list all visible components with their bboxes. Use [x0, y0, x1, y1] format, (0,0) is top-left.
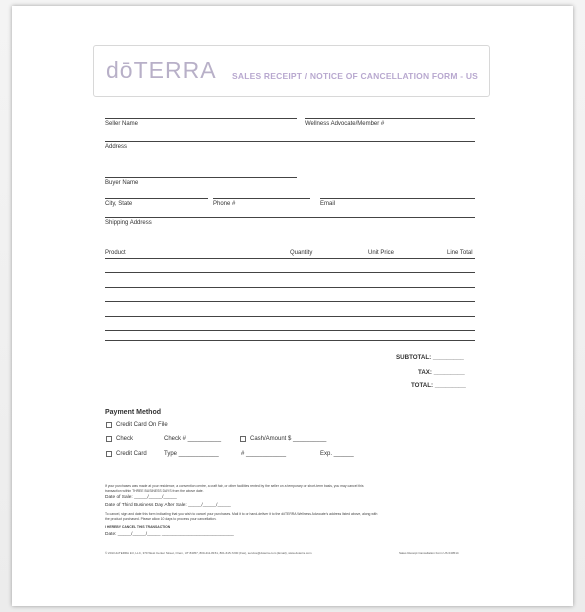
credit-card-checkbox[interactable]: [106, 451, 112, 457]
col-quantity: Quantity: [290, 250, 313, 256]
card-number-field[interactable]: # ____________: [241, 451, 287, 457]
cancel-instructions-1: To cancel, sign and date this form indicating that you wish to cancel your purchases. Mail it to or hand-deliver it to the dōTERRA Wellness Advocate's address listed above, along with: [105, 512, 378, 516]
table-row[interactable]: [105, 258, 475, 259]
form-title: SALES RECEIPT / NOTICE OF CANCELLATION FORM - US: [232, 71, 479, 81]
credit-card-label: Credit Card: [116, 451, 147, 457]
seller-name-label: Seller Name: [105, 121, 139, 127]
credit-card-on-file-label: Credit Card On File: [116, 422, 168, 428]
card-type-field[interactable]: Type ____________: [164, 451, 219, 457]
seller-name-line[interactable]: [105, 118, 297, 119]
shipping-address-label: Shipping Address: [105, 220, 152, 226]
city-state-label: City, State: [105, 201, 133, 207]
cash-amount-field[interactable]: Cash/Amount $ __________: [250, 436, 327, 442]
col-product: Product: [105, 250, 126, 256]
credit-card-on-file-checkbox[interactable]: [106, 422, 112, 428]
subtotal-field[interactable]: SUBTOTAL: _________: [396, 354, 464, 361]
email-label: Email: [320, 201, 336, 207]
table-row[interactable]: [105, 330, 475, 331]
check-label: Check: [116, 436, 134, 442]
table-row[interactable]: [105, 272, 475, 273]
check-checkbox[interactable]: [106, 436, 112, 442]
third-business-day-field[interactable]: Date of Third Business Day After Sale: _____/_____/_____: [105, 503, 231, 508]
email-line[interactable]: [320, 198, 475, 199]
shipping-address-line[interactable]: [105, 217, 475, 218]
address-label: Address: [105, 144, 128, 150]
form-header: [93, 45, 490, 97]
payment-method-title: Payment Method: [105, 409, 162, 416]
notice-text-1: If your purchases was made at your residence, a convention centre, a craft fair, or other facilities rented by the seller on a temporary or short-term basis, you may cancel this: [105, 484, 364, 488]
tax-field[interactable]: TAX: _________: [418, 369, 465, 376]
city-state-line[interactable]: [105, 198, 208, 199]
hereby-cancel-text: I HEREBY CANCEL THIS TRANSACTION: [105, 525, 171, 529]
table-row[interactable]: [105, 287, 475, 288]
col-line-total: Line Total: [447, 250, 473, 256]
cancel-date-signature-field[interactable]: Date: _____/_____/_____ ___________________________: [105, 532, 234, 537]
date-of-sale-field[interactable]: Date of Sale: _____/_____/_____: [105, 495, 177, 500]
table-row[interactable]: [105, 316, 475, 317]
phone-line[interactable]: [213, 198, 310, 199]
table-row[interactable]: [105, 340, 475, 341]
check-number-field[interactable]: Check # __________: [164, 436, 222, 442]
buyer-name-line[interactable]: [105, 177, 297, 178]
footer-company-info: © 2013 dōTERRA Intl, LLC, 370 West Center Street, Orem, UT 84057, 800-411-8151, 801-615-7200 (Fax), service@doterra.com (Email), www.doterra.com: [105, 551, 312, 555]
notice-text-2: transaction within THREE BUSINESS DAYS from the above date.: [105, 489, 204, 493]
phone-label: Phone #: [213, 201, 236, 207]
wellness-advocate-label: Wellness Advocate/Member #: [305, 121, 385, 127]
cash-checkbox[interactable]: [240, 436, 246, 442]
address-line[interactable]: [105, 141, 475, 142]
buyer-name-label: Buyer Name: [105, 180, 139, 186]
wellness-advocate-line[interactable]: [305, 118, 475, 119]
total-field[interactable]: TOTAL: _________: [411, 382, 466, 389]
doterra-logo: dōTERRA: [106, 57, 217, 83]
footer-form-id: Sales Receipt Cancellation Form US 040514: [399, 551, 459, 555]
table-row[interactable]: [105, 301, 475, 302]
cancel-instructions-2: the product purchased. Please allow 10 days to process your cancellation.: [105, 517, 217, 521]
col-unit-price: Unit Price: [368, 250, 395, 256]
card-exp-field[interactable]: Exp. ______: [320, 451, 354, 457]
